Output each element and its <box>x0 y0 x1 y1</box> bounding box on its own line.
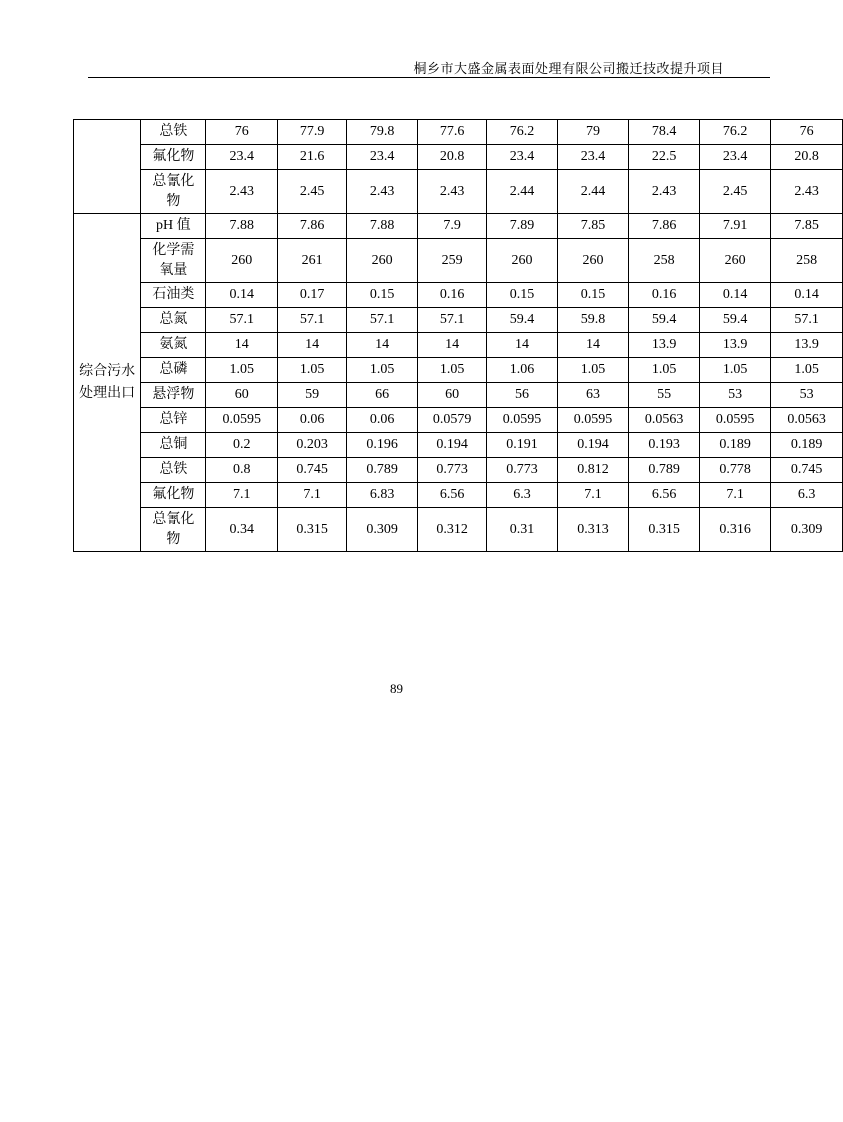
table-row <box>74 170 843 214</box>
value-cell: 0.0563 <box>771 408 843 433</box>
value-cell: 2.44 <box>487 170 557 214</box>
table-row <box>74 383 843 408</box>
value-cell: 7.86 <box>629 214 699 239</box>
value-cell: 20.8 <box>771 145 843 170</box>
value-cell: 0.16 <box>629 283 699 308</box>
value-cell: 0.06 <box>277 408 346 433</box>
value-cell: 14 <box>347 333 417 358</box>
value-cell: 7.91 <box>699 214 771 239</box>
value-cell: 0.15 <box>347 283 417 308</box>
value-cell: 0.789 <box>347 458 417 483</box>
value-cell: 6.56 <box>417 483 486 508</box>
parameter-name-cell: 氟化物 <box>141 483 206 508</box>
value-cell: 7.88 <box>347 214 417 239</box>
value-cell: 2.45 <box>277 170 346 214</box>
table-row <box>74 508 843 552</box>
value-cell: 23.4 <box>487 145 557 170</box>
value-cell: 79.8 <box>347 120 417 145</box>
value-cell: 79 <box>557 120 629 145</box>
value-cell: 0.14 <box>206 283 278 308</box>
parameter-name-cell: pH 值 <box>141 214 206 239</box>
value-cell: 2.43 <box>347 170 417 214</box>
value-cell: 261 <box>277 239 346 283</box>
group-label-cell: 综合污水处理出口 <box>74 214 141 552</box>
parameter-name-cell: 氨氮 <box>141 333 206 358</box>
parameter-name-cell: 总锌 <box>141 408 206 433</box>
value-cell: 0.34 <box>206 508 278 552</box>
value-cell: 2.45 <box>699 170 771 214</box>
page-number: 89 <box>390 681 403 696</box>
value-cell: 0.31 <box>487 508 557 552</box>
value-cell: 1.05 <box>629 358 699 383</box>
value-cell: 1.05 <box>417 358 486 383</box>
value-cell: 14 <box>206 333 278 358</box>
value-cell: 59.4 <box>629 308 699 333</box>
value-cell: 2.43 <box>771 170 843 214</box>
value-cell: 59.4 <box>487 308 557 333</box>
value-cell: 55 <box>629 383 699 408</box>
value-cell: 0.2 <box>206 433 278 458</box>
value-cell: 1.05 <box>771 358 843 383</box>
value-cell: 60 <box>417 383 486 408</box>
parameter-name-cell: 氟化物 <box>141 145 206 170</box>
table-row <box>74 333 843 358</box>
value-cell: 259 <box>417 239 486 283</box>
value-cell: 0.196 <box>347 433 417 458</box>
value-cell: 0.0563 <box>629 408 699 433</box>
value-cell: 57.1 <box>277 308 346 333</box>
value-cell: 6.3 <box>771 483 843 508</box>
parameter-name-cell: 总磷 <box>141 358 206 383</box>
value-cell: 6.83 <box>347 483 417 508</box>
parameter-name-cell: 石油类 <box>141 283 206 308</box>
value-cell: 1.06 <box>487 358 557 383</box>
value-cell: 0.316 <box>699 508 771 552</box>
value-cell: 57.1 <box>771 308 843 333</box>
header-divider <box>88 77 770 78</box>
value-cell: 0.0595 <box>699 408 771 433</box>
value-cell: 14 <box>557 333 629 358</box>
value-cell: 23.4 <box>347 145 417 170</box>
table-row <box>74 408 843 433</box>
value-cell: 260 <box>206 239 278 283</box>
value-cell: 0.194 <box>417 433 486 458</box>
value-cell: 0.313 <box>557 508 629 552</box>
table-row <box>74 239 843 283</box>
value-cell: 23.4 <box>557 145 629 170</box>
value-cell: 0.309 <box>347 508 417 552</box>
value-cell: 0.189 <box>699 433 771 458</box>
value-cell: 7.88 <box>206 214 278 239</box>
document-header: 桐乡市大盛金属表面处理有限公司搬迁技改提升项目 <box>413 61 724 76</box>
parameter-name-cell: 总氰化物 <box>141 508 206 552</box>
value-cell: 77.9 <box>277 120 346 145</box>
value-cell: 0.789 <box>629 458 699 483</box>
table-row <box>74 458 843 483</box>
value-cell: 0.315 <box>277 508 346 552</box>
parameter-name-cell: 悬浮物 <box>141 383 206 408</box>
table-row <box>74 308 843 333</box>
parameter-name-cell: 总铁 <box>141 120 206 145</box>
value-cell: 1.05 <box>277 358 346 383</box>
value-cell: 77.6 <box>417 120 486 145</box>
value-cell: 76 <box>771 120 843 145</box>
value-cell: 23.4 <box>206 145 278 170</box>
value-cell: 260 <box>699 239 771 283</box>
value-cell: 0.745 <box>277 458 346 483</box>
value-cell: 20.8 <box>417 145 486 170</box>
value-cell: 76.2 <box>487 120 557 145</box>
monitoring-table-container <box>73 119 826 552</box>
value-cell: 6.3 <box>487 483 557 508</box>
value-cell: 258 <box>629 239 699 283</box>
value-cell: 0.0595 <box>557 408 629 433</box>
table-row <box>74 283 843 308</box>
group-label-cell <box>74 120 141 214</box>
value-cell: 2.44 <box>557 170 629 214</box>
value-cell: 2.43 <box>417 170 486 214</box>
value-cell: 7.1 <box>277 483 346 508</box>
value-cell: 1.05 <box>347 358 417 383</box>
value-cell: 0.16 <box>417 283 486 308</box>
value-cell: 0.193 <box>629 433 699 458</box>
value-cell: 57.1 <box>206 308 278 333</box>
value-cell: 66 <box>347 383 417 408</box>
value-cell: 0.0595 <box>206 408 278 433</box>
value-cell: 7.9 <box>417 214 486 239</box>
value-cell: 0.06 <box>347 408 417 433</box>
value-cell: 76 <box>206 120 278 145</box>
parameter-name-cell: 总氮 <box>141 308 206 333</box>
value-cell: 7.85 <box>771 214 843 239</box>
value-cell: 14 <box>277 333 346 358</box>
value-cell: 0.203 <box>277 433 346 458</box>
parameter-name-cell: 总铁 <box>141 458 206 483</box>
value-cell: 0.15 <box>487 283 557 308</box>
table-body <box>74 120 843 552</box>
table-row <box>74 145 843 170</box>
value-cell: 0.14 <box>699 283 771 308</box>
value-cell: 0.189 <box>771 433 843 458</box>
parameter-name-cell: 化学需氧量 <box>141 239 206 283</box>
table-row <box>74 433 843 458</box>
value-cell: 7.89 <box>487 214 557 239</box>
value-cell: 1.05 <box>206 358 278 383</box>
value-cell: 13.9 <box>771 333 843 358</box>
value-cell: 0.0595 <box>487 408 557 433</box>
value-cell: 1.05 <box>699 358 771 383</box>
value-cell: 7.1 <box>557 483 629 508</box>
value-cell: 0.312 <box>417 508 486 552</box>
value-cell: 13.9 <box>629 333 699 358</box>
value-cell: 0.812 <box>557 458 629 483</box>
value-cell: 0.773 <box>417 458 486 483</box>
value-cell: 7.1 <box>206 483 278 508</box>
value-cell: 76.2 <box>699 120 771 145</box>
value-cell: 59.8 <box>557 308 629 333</box>
value-cell: 2.43 <box>629 170 699 214</box>
parameter-name-cell: 总铜 <box>141 433 206 458</box>
value-cell: 0.745 <box>771 458 843 483</box>
value-cell: 0.191 <box>487 433 557 458</box>
value-cell: 21.6 <box>277 145 346 170</box>
value-cell: 260 <box>347 239 417 283</box>
value-cell: 57.1 <box>417 308 486 333</box>
value-cell: 56 <box>487 383 557 408</box>
table-row <box>74 358 843 383</box>
value-cell: 78.4 <box>629 120 699 145</box>
value-cell: 2.43 <box>206 170 278 214</box>
value-cell: 57.1 <box>347 308 417 333</box>
monitoring-table <box>73 119 843 552</box>
value-cell: 0.778 <box>699 458 771 483</box>
value-cell: 14 <box>417 333 486 358</box>
value-cell: 7.1 <box>699 483 771 508</box>
value-cell: 13.9 <box>699 333 771 358</box>
table-row <box>74 120 843 145</box>
value-cell: 0.773 <box>487 458 557 483</box>
value-cell: 0.194 <box>557 433 629 458</box>
value-cell: 59.4 <box>699 308 771 333</box>
value-cell: 0.14 <box>771 283 843 308</box>
value-cell: 7.86 <box>277 214 346 239</box>
value-cell: 23.4 <box>699 145 771 170</box>
value-cell: 63 <box>557 383 629 408</box>
value-cell: 6.56 <box>629 483 699 508</box>
table-row <box>74 214 843 239</box>
value-cell: 0.15 <box>557 283 629 308</box>
value-cell: 260 <box>557 239 629 283</box>
value-cell: 60 <box>206 383 278 408</box>
value-cell: 59 <box>277 383 346 408</box>
value-cell: 0.17 <box>277 283 346 308</box>
table-row <box>74 483 843 508</box>
value-cell: 0.315 <box>629 508 699 552</box>
parameter-name-cell: 总氰化物 <box>141 170 206 214</box>
value-cell: 260 <box>487 239 557 283</box>
value-cell: 22.5 <box>629 145 699 170</box>
value-cell: 53 <box>699 383 771 408</box>
value-cell: 53 <box>771 383 843 408</box>
value-cell: 7.85 <box>557 214 629 239</box>
value-cell: 1.05 <box>557 358 629 383</box>
value-cell: 0.0579 <box>417 408 486 433</box>
value-cell: 258 <box>771 239 843 283</box>
value-cell: 14 <box>487 333 557 358</box>
value-cell: 0.309 <box>771 508 843 552</box>
value-cell: 0.8 <box>206 458 278 483</box>
